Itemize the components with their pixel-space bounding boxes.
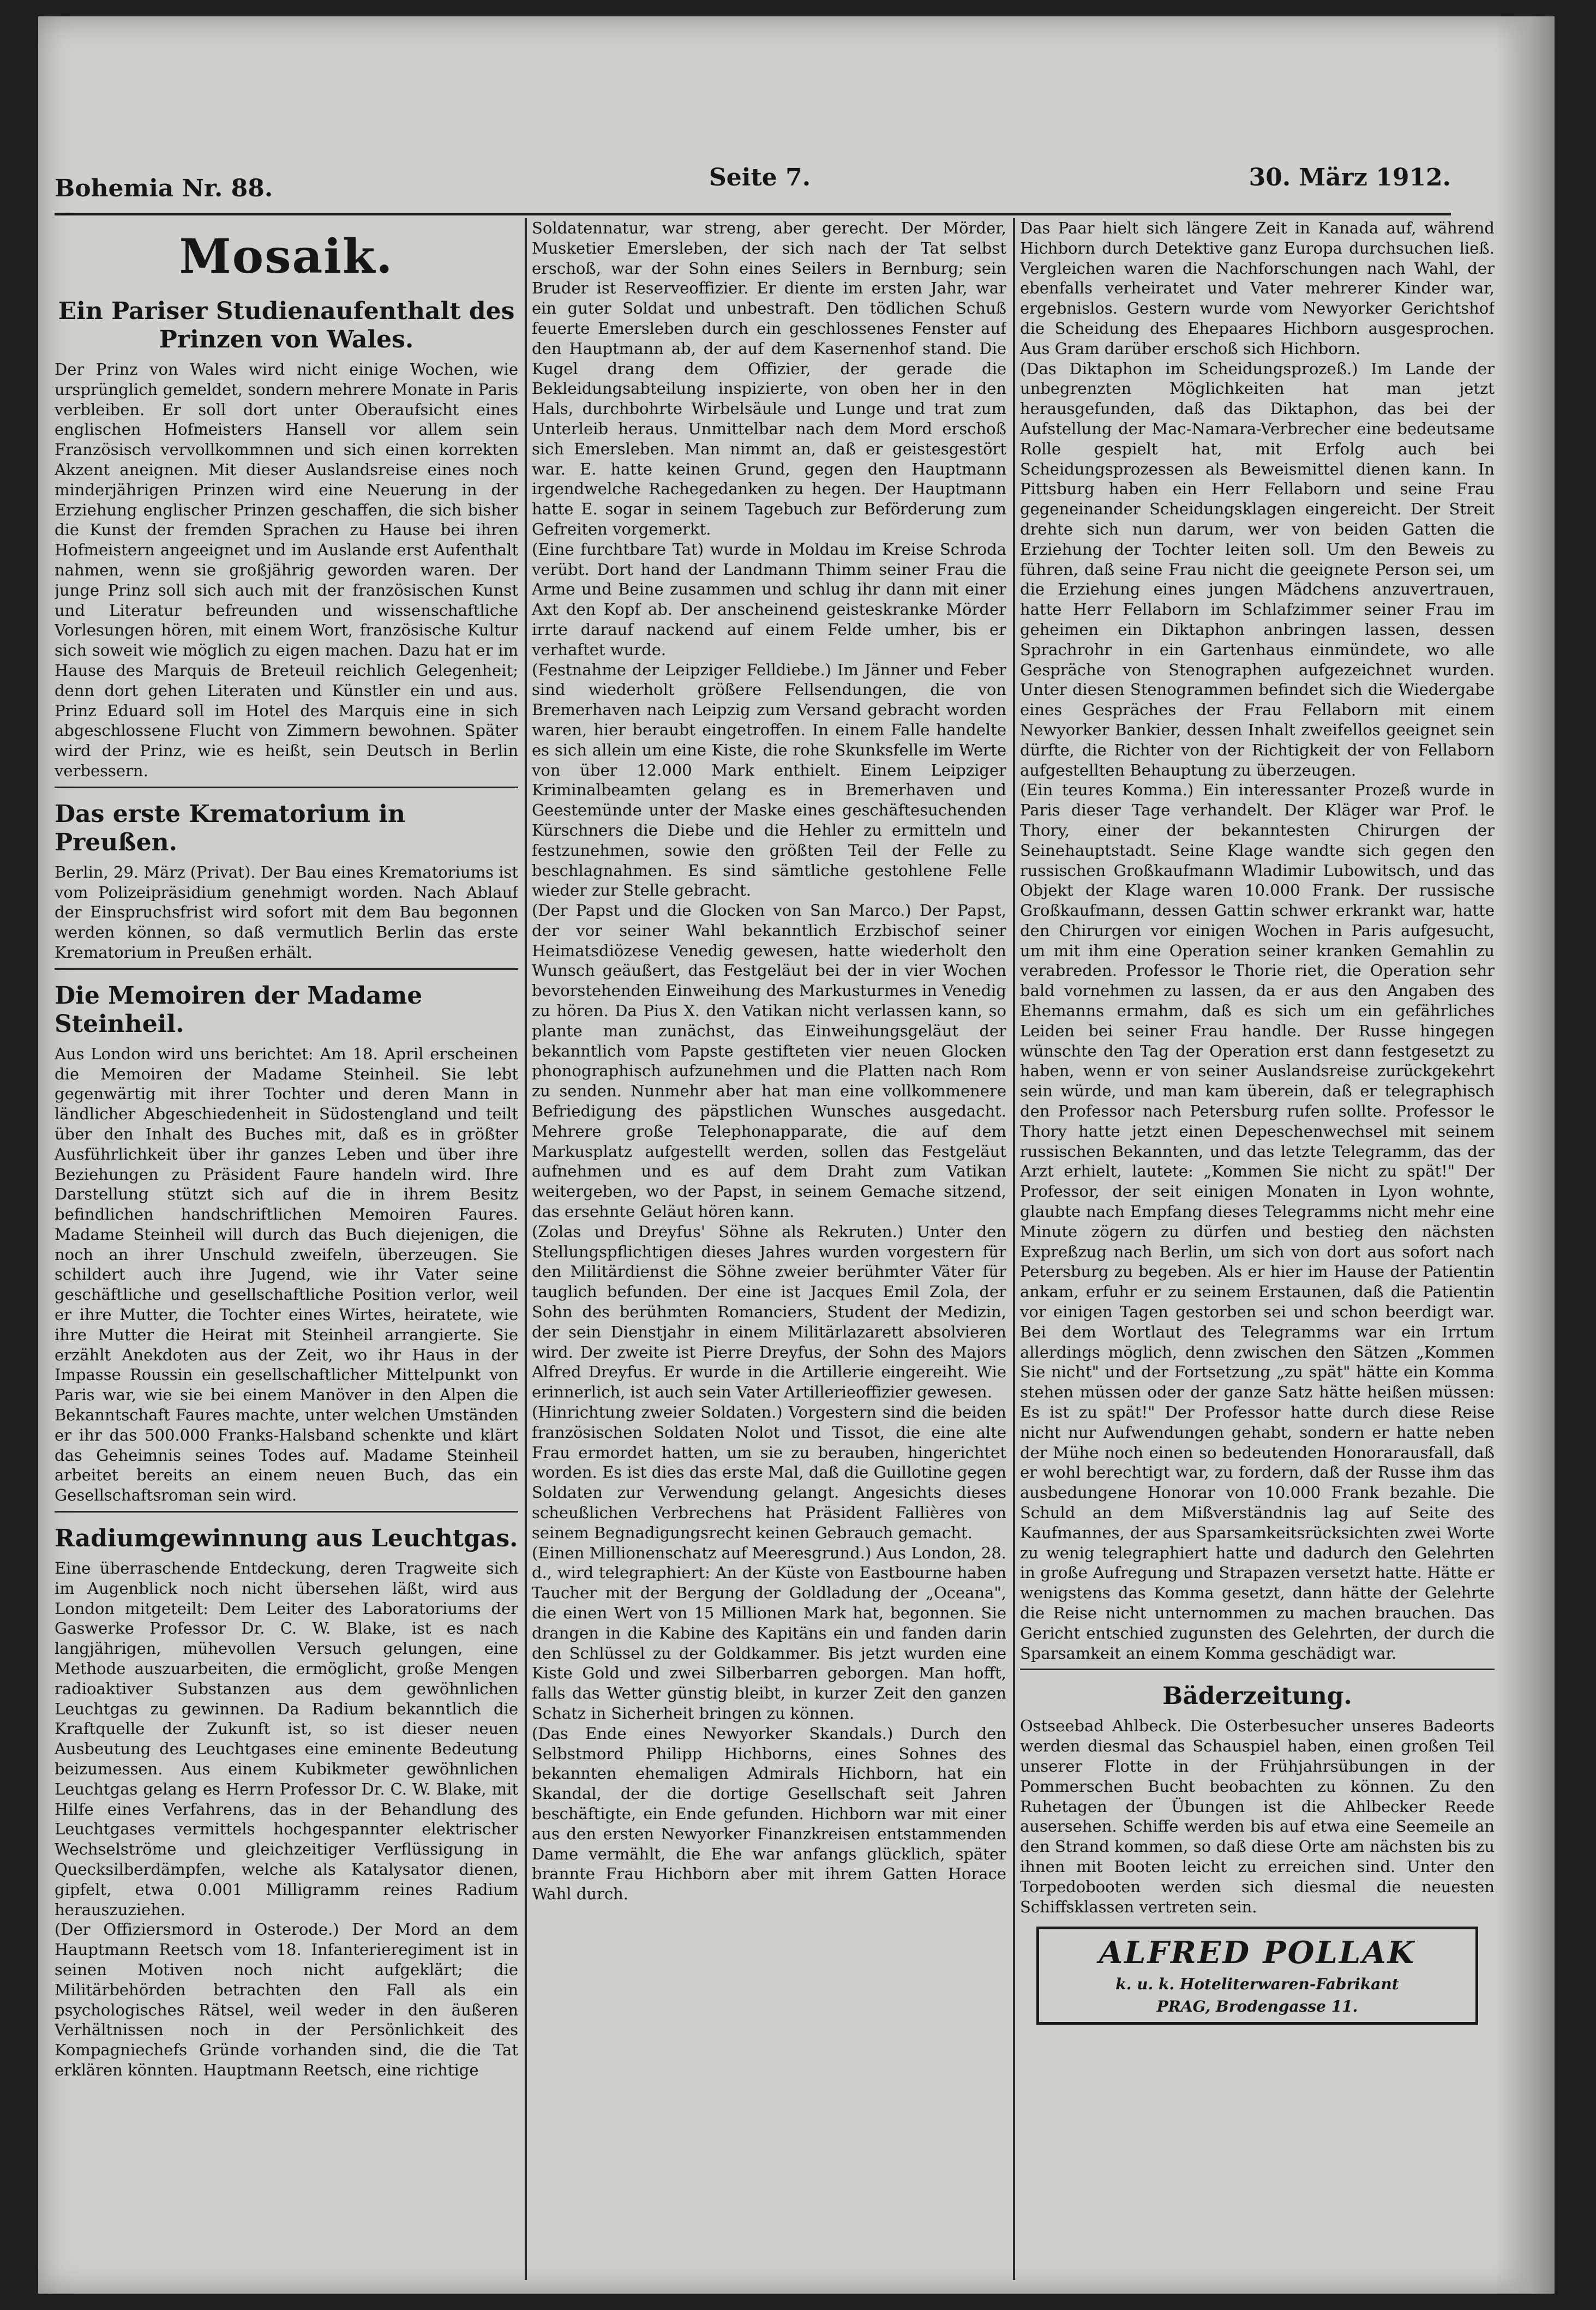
newspaper-page [38, 16, 1555, 2294]
article-divider [55, 1511, 518, 1513]
column-divider [525, 218, 527, 2280]
article-body: (Ein teures Komma.) Ein interessanter Prozeß wurde in Paris dieser Tage verhandelt. Der Kläger war Prof. le Thory, einer der bekanntesten Chirurgen der Seinehauptstadt. Seine Klage wandte sich gegen den russischen Großkaufmann Wladimir Lubowitsch, und das Objekt der Klage waren 10.000 Frank. Der russische Großkaufmann, dessen Gattin schwer erkrankt war, hatte den Chirurgen vor einigen Wochen in Paris aufgesucht, um mit ihm eine Operation seiner kranken Gemahlin zu verabreden. Professor le Thorie riet, die Operation sehr bald vornehmen zu lassen, da er aus den Angaben des Ehemanns ermahm, daß es sich um ein gefährliches Leiden bei seiner Frau handle. Der Russe hingegen wünschte den Tag der Operation erst dann festgesetzt zu haben, wenn er von seiner Auslandsreise zurückgekehrt sein würde, und man kam überein, daß er telegraphisch den Professor nach Petersburg rufen sollte. Professor le Thory hatte jetzt einen Depeschenwechsel mit seinem russischen Bekannten, und das letzte Telegramm, das der Arzt erhielt, lautete: „Kommen Sie nicht zu spät!" Der Professor, der seit einigen Monaten in Lyon wohnte, glaubte nach Empfang dieses Telegramms nicht mehr eine Minute zögern zu dürfen und bestieg den nächsten Expreßzug nach Berlin, um sich von dort aus sofort nach Petersburg zu begeben. Als er hier im Hause der Patientin ankam, erfuhr er zu seinem Erstaunen, daß die Patientin vor einigen Tagen gestorben sei und schon beerdigt war. Bei dem Wortlaut des Telegramms war ein Irrtum allerdings möglich, denn zwischen den Sätzen „Kommen Sie nicht" und der Fortsetzung „zu spät" hätte ein Komma stehen müssen oder der ganze Satz hätte heißen müssen: Es ist zu spät!" Der Professor hatte durch diese Reise nicht nur Aufwendungen gehabt, sondern er hatte neben der Mühe noch einen so bedeutenden Honorarausfall, daß er wohl berechtigt war, zu fordern, daß der Russe ihm das ausbedungene Honorar von 10.000 Frank bezahle. Die Schuld an dem Mißverständnis lag auf Seite des Kaufmannes, der aus Sparsamkeitsrücksichten zwei Worte zu wenig telegraphiert hatte und dadurch den Gelehrten in große Aufregung und Strapazen versetzt hatte. Hätte er wenigstens das Komma gesetzt, dann hätte der Gelehrte die Reise nicht unternommen zu machen brauchen. Das Gericht entschied zugunsten des Gelehrten, der durch die Sparsamkeit an einem Komma geschädigt war. [1020, 781, 1495, 1663]
publication-date: 30. März 1912. [1249, 164, 1451, 191]
article-body: Der Prinz von Wales wird nicht einige Wochen, wie ursprünglich gemeldet, sondern mehrere Monate in Paris verbleiben. Er soll dort unter Oberaufsicht eines englischen Hofmeisters Hansell vor allem sein Französisch vervollkommnen und sich einen korrekten Akzent aneignen. Mit dieser Auslandsreise eines noch minderjährigen Prinzen wird eine Neuerung in der Erziehung englischer Prinzen geschaffen, die sich bisher die Kunst der fremden Sprachen zu Hause bei ihren Hofmeistern angeeignet und im Auslande erst Aufenthalt nahmen, wenn sie großjährig geworden waren. Der junge Prinz soll sich auch mit der französischen Kunst und Literatur befreunden und wissenschaftliche Vorlesungen hören, mit einem Wort, französische Kultur sich soweit wie möglich zu eigen machen. Dazu hat er im Hause des Marquis de Breteuil reichlich Gelegenheit; denn dort gehen Literaten und Künstler ein und aus. Prinz Eduard soll im Hotel des Marquis eine in sich abgeschlossene Flucht von Zimmern bewohnen. Später wird der Prinz, wie es heißt, sein Deutsch in Berlin verbessern. [55, 360, 518, 780]
column-3 [1020, 218, 1495, 2285]
article-body: Eine überraschende Entdeckung, deren Tragweite sich im Augenblick noch nicht übersehen läßt, wird aus London mitgeteilt: Dem Leiter des Laboratoriums der Gaswerke Professor Dr. C. W. Blake, ist es nach langjährigen, mühevollen Versuch gelungen, eine Methode auszuarbeiten, die ermöglicht, große Mengen radioaktiver Substanzen aus dem gewöhnlichen Leuchtgas zu gewinnen. Da Radium bekanntlich die Kraftquelle der Zukunft ist, so ist dieser neuen Ausbeutung des Leuchtgases eine eminente Bedeutung beizumessen. Aus einem Kubikmeter gewöhnlichen Leuchtgas gelang es Herrn Professor Dr. C. W. Blake, mit Hilfe eines Verfahrens, das in der Behandlung des Leuchtgases vermittels hochgespannter elektrischer Wechselströme und gleichzeitiger Verflüssigung in Quecksilberdämpfen, welche als Katalysator dienen, gipfelt, etwa 0.001 Milligramm reines Radium herauszuziehen. [55, 1559, 518, 1919]
column-2 [532, 218, 1006, 2285]
section-title: Mosaik. [179, 229, 394, 284]
article-body: (Eine furchtbare Tat) wurde in Moldau im Kreise Schroda verübt. Dort hand der Landmann Thimm seiner Frau die Arme und Beine zusammen und schlug ihr dann mit einer Axt den Kopf ab. Der anscheinend geisteskranke Mörder irrte darauf nackend auf einem Felde umher, bis er verhaftet wurde. [532, 539, 1006, 659]
article-divider [55, 787, 518, 788]
article-body: (Zolas und Dreyfus' Söhne als Rekruten.) Unter den Stellungspflichtigen dieses Jahres wurden vorgestern für den Militärdienst die Söhne zweier berühmter Väter für tauglich befunden. Der eine ist Jacques Emil Zola, der Sohn des berühmten Romanciers, Student der Medizin, der sein Dienstjahr in einem Militärlazarett absolvieren wird. Der zweite ist Pierre Dreyfus, der Sohn des Majors Alfred Dreyfus. Er wurde in die Artillerie eingereiht. Wie erinnerlich, ist auch sein Vater Artillerieoffizier gewesen. [532, 1222, 1006, 1402]
column-1 [55, 218, 518, 2285]
article-body: (Hinrichtung zweier Soldaten.) Vorgestern sind die beiden französischen Soldaten Nolot und Tissot, die eine alte Frau ermordet hatten, um sie zu berauben, hingerichtet worden. Es ist dies das erste Mal, daß die Guillotine gegen Soldaten zur Verwendung gelangt. Angesichts dieses scheußlichen Verbrechens hat Präsident Fallières von seinem Begnadigungsrecht keinen Gebrauch gemacht. [532, 1403, 1006, 1542]
advertisement [1036, 1927, 1478, 2025]
article-body: (Festnahme der Leipziger Felldiebe.) Im Jänner und Feber sind wiederholt größere Fellsendungen, die von Bremerhaven nach Leipzig zum Versand gebracht worden waren, hier beraubt eingetroffen. In einem Falle handelte es sich allein um eine Kiste, die rohe Skunksfelle im Werte von über 12.000 Mark enthielt. Einem Leipziger Kriminalbeamten gelang es in Bremerhaven und Geestemünde unter der Maske eines geschäftesuchenden Kürschners die Diebe und die Hehler zu ermitteln und festzunehmen, sowie den größten Teil der Felle zu beschlagnahmen. Es sind sämtliche gestohlene Felle wieder zur Stelle gebracht. [532, 660, 1006, 900]
article-body: Ostseebad Ahlbeck. Die Osterbesucher unseres Badeorts werden diesmal das Schauspiel haben, einen großen Teil unserer Flotte in der Frühjahrsübungen in der Pommerschen Bucht beobachten zu können. Zu den Ruhetagen der Übungen ist die Ahlbecker Reede ausersehen. Schiffe werden bis auf etwa eine Seemeile an den Strand kommen, so daß diese Orte am nächsten bis zu ihnen mit Booten leicht zu erreichen sind. Unter den Torpedobooten werden sich diesmal die neuesten Schiffsklassen vertreten sein. [1020, 1717, 1495, 1916]
article-headline: Radiumgewinnung aus Leuchtgas. [55, 1525, 518, 1553]
ad-company-name: ALFRED POLLAK [1099, 1935, 1416, 1971]
article-body: Soldatennatur, war streng, aber gerecht. Der Mörder, Musketier Emersleben, der sich nach der Tat selbst erschoß, war der Sohn eines Seilers in Bernburg; sein Bruder ist Reserveoffizier. Er diente im ersten Jahr, war ein guter Soldat und unbestraft. Den tödlichen Schuß feuerte Emersleben durch ein geschlossenes Fenster auf den Hauptmann ab, der auf dem Kasernenhof stand. Die Kugel drang dem Offizier, der gerade die Bekleidungsabteilung inspizierte, von oben her in den Hals, durchbohrte Wirbelsäule und Lunge und trat zum Unterleib heraus. Unmittelbar nach dem Mord erschoß sich Emersleben. Man nimmt an, daß er geistesgestört war. E. hatte keinen Grund, gegen den Hauptmann irgendwelche Rachegedanken zu hegen. Der Hauptmann hatte E. sogar in seinem Tagebuch zur Beförderung zum Gefreiten vorgemerkt. [532, 219, 1006, 538]
article-body: Aus London wird uns berichtet: Am 18. April erscheinen die Memoiren der Madame Steinheil. Sie lebt gegenwärtig mit ihrer Tochter und deren Mann in ländlicher Abgeschiedenheit in Südostengland und teilt über den Inhalt des Buches mit, daß es in größter Ausführlichkeit über ihr ganzes Leben und über ihre Beziehungen zu Präsident Faure handeln wird. Ihre Darstellung stützt sich auf die in ihrem Besitz befindlichen handschriftlichen Memoiren Faures. Madame Steinheil will durch das Buch diejenigen, die noch an ihrer Unschuld zweifeln, überzeugen. Sie schildert auch ihre Jugend, wie ihr Vater seine geschäftliche und gesellschaftliche Position verlor, weil er ihre Mutter, die Tochter eines Wirtes, heiratete, wie ihre Mutter die Heirat mit Steinheil arrangierte. Sie erzählt Anekdoten aus der Zeit, wo ihr Haus in der Impasse Roussin ein gesellschaftlicher Mittelpunkt von Paris war, wie sie bei einem Manöver in den Alpen die Bekanntschaft Faures machte, unter welchen Umständen er ihr das 500.000 Franks-Halsband schenkte und klärt das Geheimnis seines Todes auf. Madame Steinheil arbeitet bereits an einem neuen Buch, das ein Gesellschaftsroman sein wird. [55, 1044, 518, 1505]
column-divider [1013, 218, 1015, 2280]
article-divider [1020, 1669, 1495, 1670]
article-body: (Einen Millionenschatz auf Meeresgrund.) Aus London, 28. d., wird telegraphiert: An der Küste von Eastbourne haben Taucher mit der Bergung der Goldladung der „Oceana", die einen Wert von 15 Millionen Mark hat, begonnen. Sie drangen in die Kabine des Kapitäns ein und fanden darin den Schlüssel zu der Goldkammer. Bis jetzt wurden eine Kiste Gold und zwei Silberbarren geborgen. Man hofft, falls das Wetter günstig bleibt, in kurzer Zeit den ganzen Schatz in Sicherheit bringen zu können. [532, 1543, 1006, 1723]
article-headline: Das erste Krematorium in Preußen. [55, 800, 405, 856]
article-body: Das Paar hielt sich längere Zeit in Kanada auf, während Hichborn durch Detektive ganz Europa durchsuchen ließ. Vergleichen waren die Nachforschungen nach Wahl, der ebenfalls verheiratet und Vater mehrerer Kinder war, ergebnislos. Gestern wurde vom Newyorker Gerichtshof die Scheidung des Ehepaares Hichborn ausgesprochen. Aus Gram darüber erschoß sich Hichborn. [1020, 219, 1495, 358]
article-divider [55, 968, 518, 970]
page-header [55, 158, 1451, 207]
ad-address: PRAG, Brodengasse 11. [1156, 1997, 1358, 2016]
header-rule [55, 213, 1451, 215]
ad-description: k. u. k. Hoteliterwaren-Fabrikant [1115, 1975, 1399, 1994]
article-headline: Bäderzeitung. [1162, 1682, 1352, 1711]
article-body: (Der Papst und die Glocken von San Marco.) Der Papst, der vor seiner Wahl bekanntlich Erzbischof seiner Heimatsdiözese Venedig gewesen, hatte wiederholt den Wunsch geäußert, das Festgeläut bei der in vier Wochen bevorstehenden Einweihung des Markusturmes in Venedig zu hören. Da Pius X. den Vatikan nicht verlassen kann, so plante man zunächst, das Einweihungsgeläut der bekanntlich vom Papste gestifteten vier neuen Glocken phonographisch aufzunehmen und die Platten nach Rom zu senden. Nunmehr aber hat man eine vollkommenere Befriedigung des päpstlichen Wunsches ausgedacht. Mehrere große Telephonapparate, die auf dem Markusplatz aufgestellt werden, sollen das Festgeläut aufnehmen und es auf dem Draht zum Vatikan weitergeben, wo der Papst, in seinem Gemache sitzend, das ersehnte Geläut hören kann. [532, 901, 1006, 1221]
article-body: (Das Ende eines Newyorker Skandals.) Durch den Selbstmord Philipp Hichborns, eines Sohnes des bekannten ehemaligen Admirals Hichborn, hat ein Skandal, der die dortige Gesellschaft seit Jahren beschäftigte, ein Ende gefunden. Hichborn war mit einer aus den ersten Newyorker Finanzkreisen entstammenden Dame vermählt, die Ehe war anfangs glücklich, später brannte Frau Hichborn aber mit ihrem Gatten Horace Wahl durch. [532, 1724, 1006, 1904]
article-body: Berlin, 29. März (Privat). Der Bau eines Krematoriums ist vom Polizeipräsidium genehmigt worden. Nach Ablauf der Einspruchsfrist wird sofort mit dem Bau begonnen werden können, so daß vermutlich Berlin das erste Krematorium in Preußen erhält. [55, 862, 518, 962]
article-headline: Die Memoiren der Madame Steinheil. [55, 981, 423, 1038]
article-headline: Ein Pariser Studienaufenthalt des Prinzen von Wales. [58, 297, 515, 353]
article-body: (Das Diktaphon im Scheidungsprozeß.) Im Lande der unbegrenzten Möglichkeiten hat man jetzt herausgefunden, daß das Diktaphon, das bei der Aufstellung der Mac-Namara-Verbrecher eine bedeutsame Rolle gespielt hat, mit Erfolg auch bei Scheidungsprozessen als Beweismittel dienen kann. In Pittsburg haben ein Herr Fellaborn und seine Frau gegeneinander Scheidungsklagen eingereicht. Der Streit drehte sich nun darum, wer von beiden Gatten die Erziehung der Tochter leiten soll. Um den Beweis zu führen, daß seine Frau nicht die geeignete Person sei, um die Erziehung eines jungen Mädchens anzuvertrauen, hatte Herr Fellaborn im Schlafzimmer seiner Frau im geheimen ein Diktaphon anbringen lassen, dessen Sprachrohr in ein Gartenhaus einmündete, wo alle Gespräche von Stenographen aufgezeichnet wurden. Unter diesen Stenogrammen befindet sich die Wiedergabe eines Gespräches der Frau Fellaborn mit einem Newyorker Bankier, dessen Inhalt zweifellos geeignet sein dürfte, die Richter von der Richtigkeit der von Fellaborn aufgestellten Behauptung zu überzeugen. [1020, 359, 1495, 779]
article-body: (Der Offiziersmord in Osterode.) Der Mord an dem Hauptmann Reetsch vom 18. Infanterieregiment ist in seinen Motiven noch nicht aufgeklärt; die Militärbehörden betrachten den Fall als ein psychologisches Rätsel, weil weder in den äußeren Verhältnissen noch in der Persönlichkeit des Kompagniechefs Gründe vorhanden sind, die die Tat erklären könnten. Hauptmann Reetsch, eine richtige [55, 1920, 518, 2079]
page-number: Seite 7. [709, 164, 811, 191]
page-edge-shadow [1495, 16, 1555, 2294]
publication-issue: Bohemia Nr. 88. [55, 175, 273, 202]
